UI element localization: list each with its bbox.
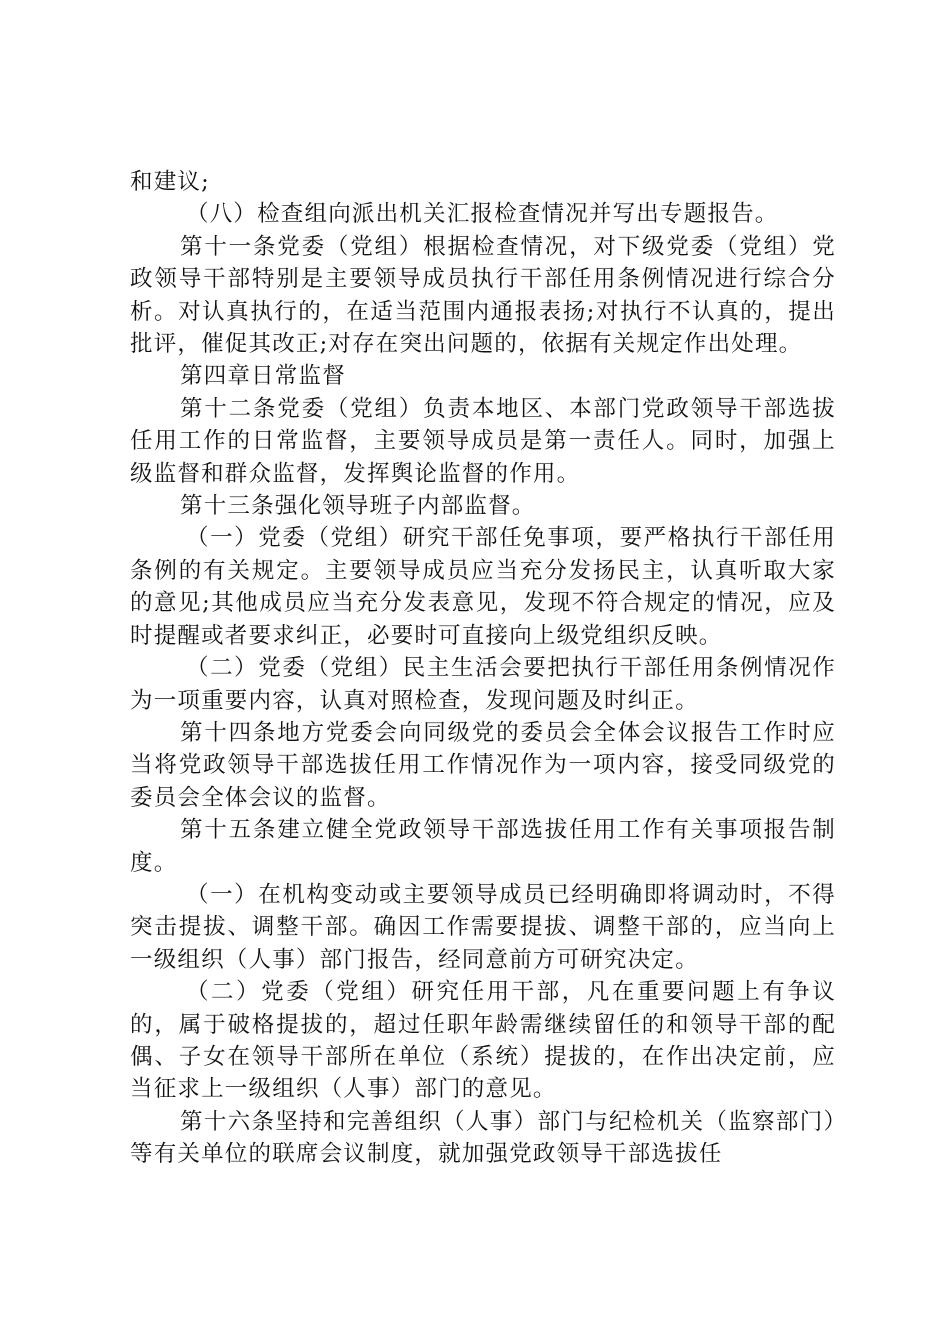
paragraph-continuation: 和建议; [130,169,210,195]
paragraph-article-13: 第十三条强化领导班子内部监督。 [180,493,536,520]
paragraph-article-13-item-1: （一）党委（党组）研究干部任免事项，要严格执行干部任用条例的有关规定。主要领导成员应当充分发扬民主，认真听取大家的意见;其他成员应当充分发表意见，发现不符合规定的情况，应及时提醒或者要求纠正，必要时可直接向上级党组织反映。 [130,525,836,649]
paragraph-article-11: 第十一条党委（党组）根据检查情况，对下级党委（党组）党政领导干部特别是主要领导成员执行干部任用条例情况进行综合分析。对认真执行的，在适当范围内通报表扬;对执行不认真的，提出批评，催促其改正;对存在突出问题的，依据有关规定作出处理。 [130,233,836,358]
paragraph-article-15-item-1: （一）在机构变动或主要领导成员已经明确即将调动时，不得突击提拔、调整干部。确因工作需要提拔、调整干部的，应当向上一级组织（人事）部门报告，经同意前方可研究决定。 [130,881,836,973]
document-body [130,166,836,1171]
paragraph-article-12: 第十二条党委（党组）负责本地区、本部门党政领导干部选拔任用工作的日常监督，主要领导成员是第一责任人。同时，加强上级监督和群众监督，发挥舆论监督的作用。 [130,395,836,487]
paragraph-item-eight: （八）检查组向派出机关汇报检查情况并写出专题报告。 [186,201,779,228]
chapter-heading: 第四章日常监督 [180,363,346,390]
paragraph-article-14: 第十四条地方党委会向同级党的委员会全体会议报告工作时应当将党政领导干部选拔任用工作情况作为一项内容，接受同级党的委员会全体会议的监督。 [130,719,836,811]
paragraph-article-15: 第十五条建立健全党政领导干部选拔任用工作有关事项报告制度。 [130,817,836,876]
paragraph-article-15-item-2: （二）党委（党组）研究任用干部，凡在重要问题上有争议的，属于破格提拔的，超过任职年龄需继续留任的和领导干部的配偶、子女在领导干部所在单位（系统）提拔的，在作出决定前，应当征求上一级组织（人事）部门的意见。 [130,979,836,1103]
paragraph-article-13-item-2: （二）党委（党组）民主生活会要把执行干部任用条例情况作为一项重要内容，认真对照检查，发现问题及时纠正。 [130,655,836,714]
paragraph-article-16: 第十六条坚持和完善组织（人事）部门与纪检机关（监察部门）等有关单位的联席会议制度，就加强党政领导干部选拔任 [130,1108,836,1168]
